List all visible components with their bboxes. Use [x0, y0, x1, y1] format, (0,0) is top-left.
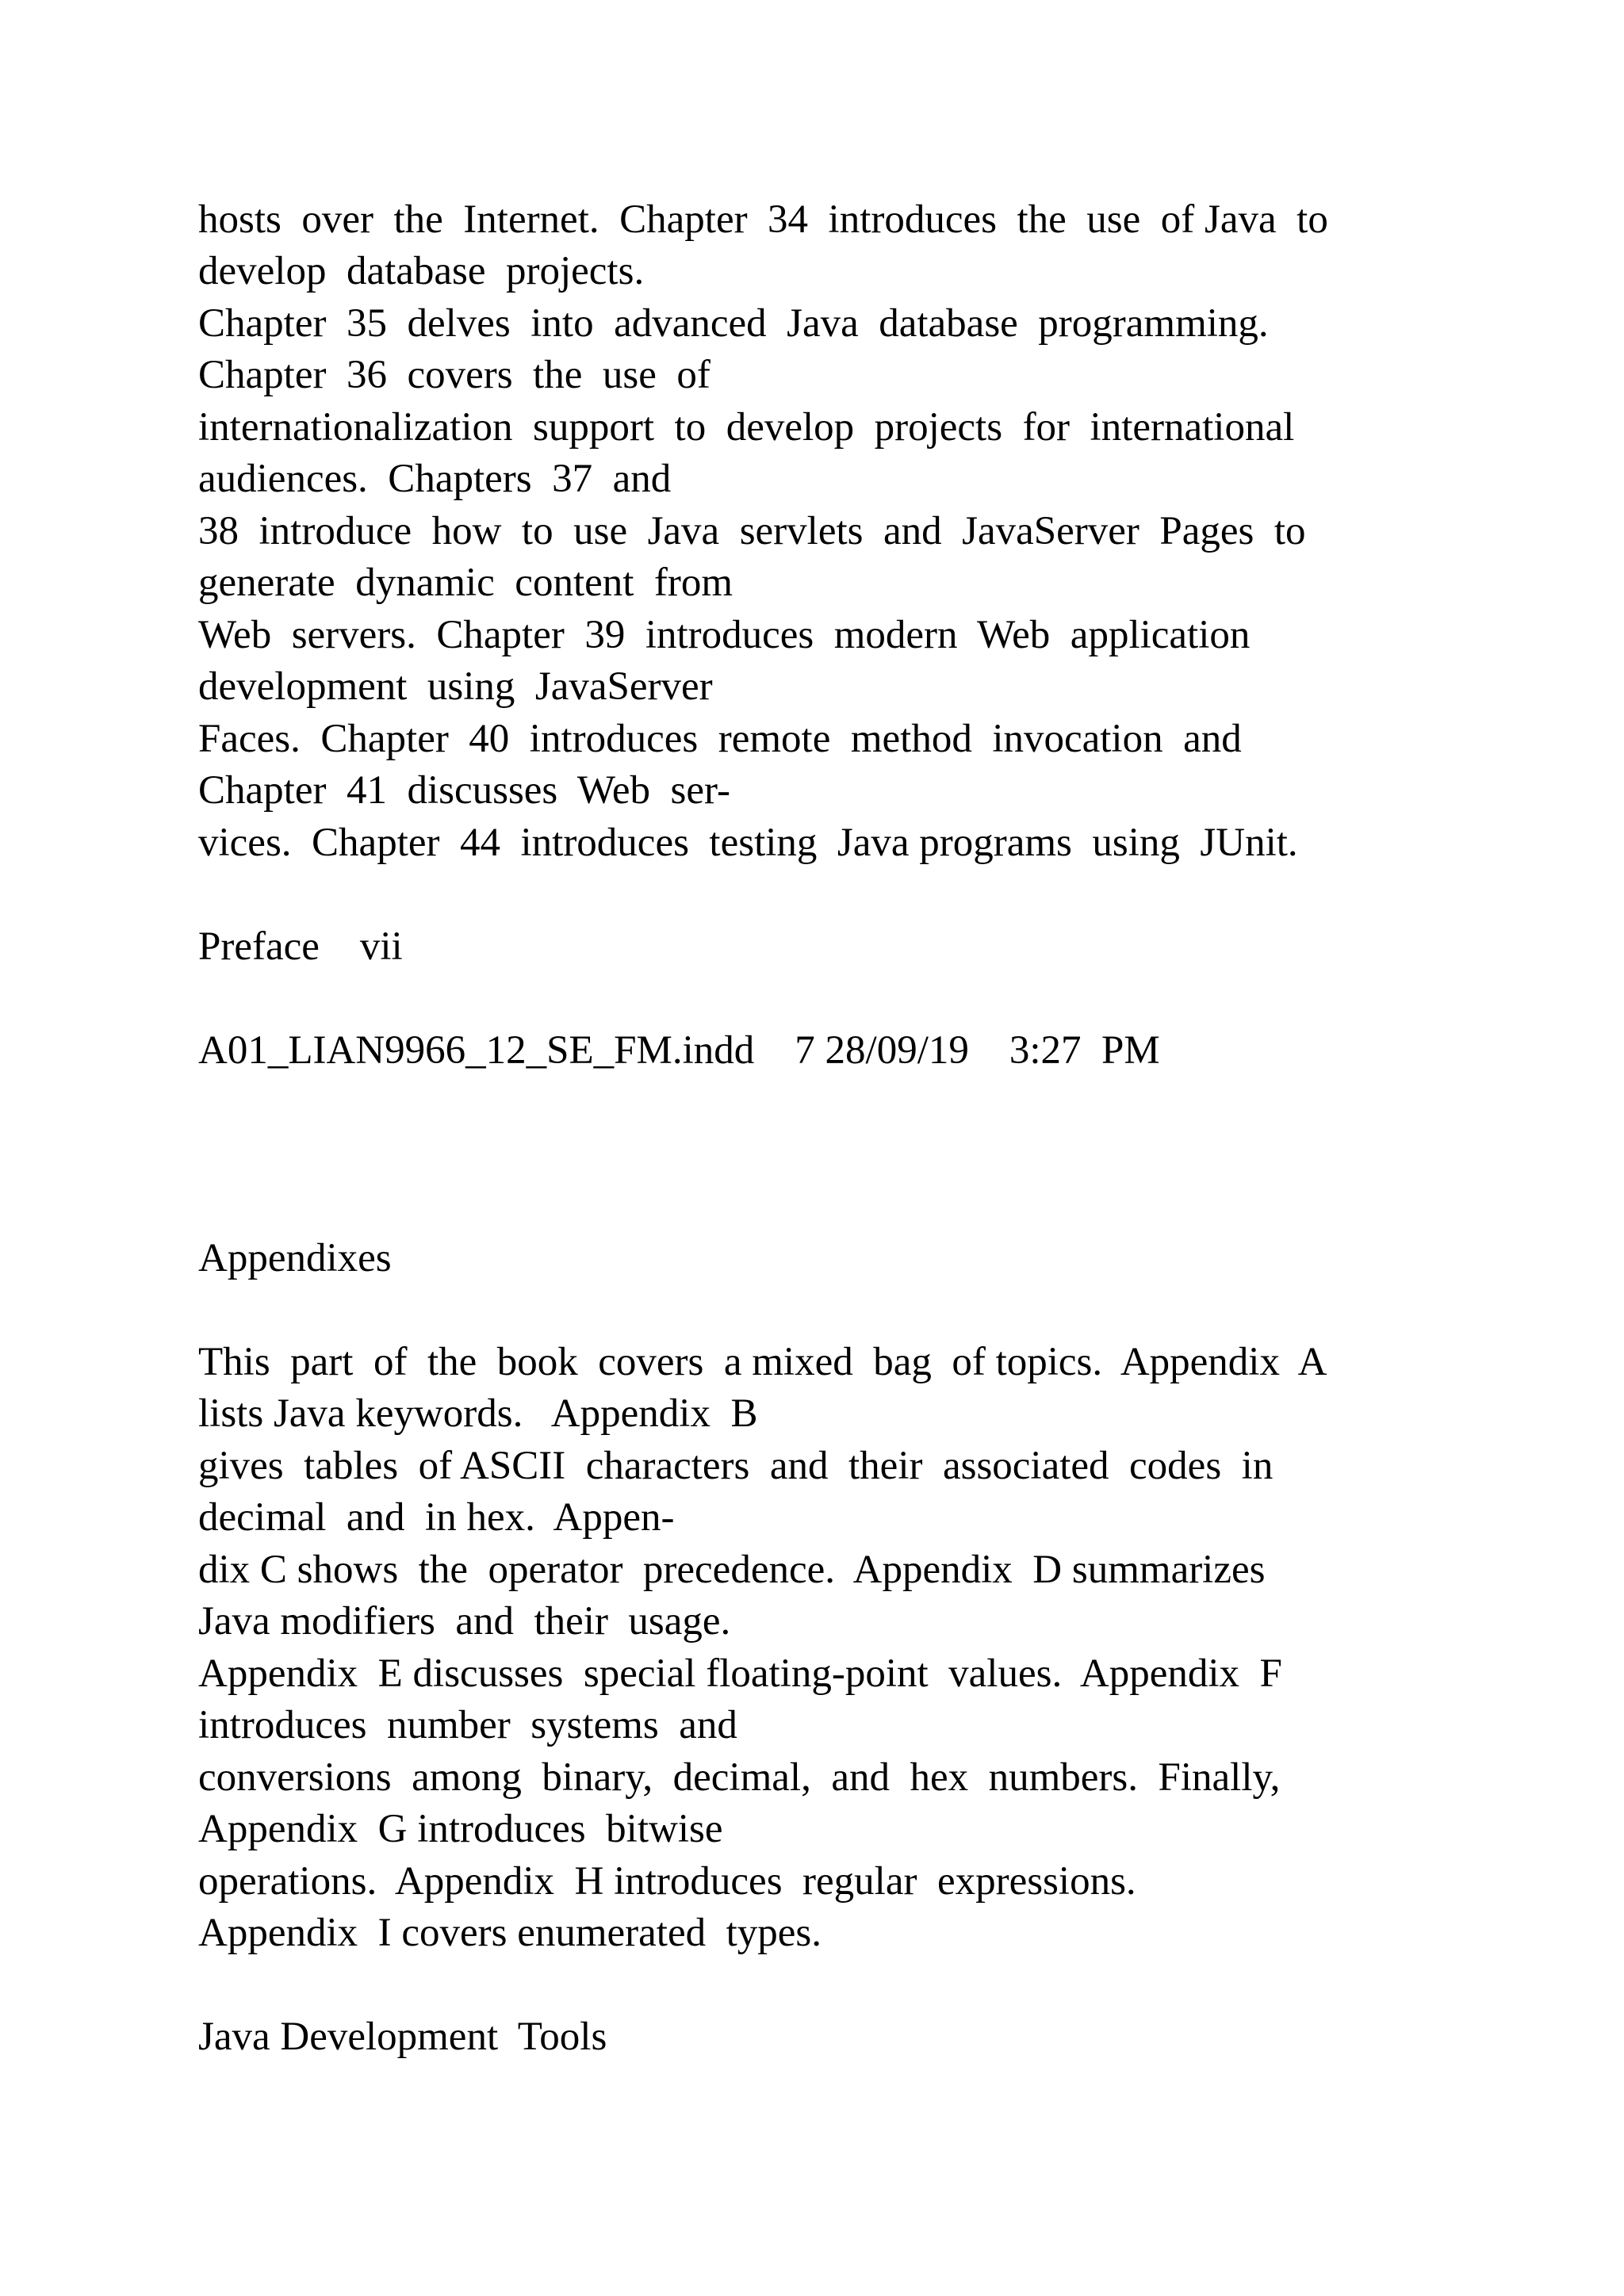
text-line: development using JavaServer — [198, 664, 713, 709]
text-line: hosts over the Internet. Chapter 34 introduces the use of Java to — [198, 197, 1328, 242]
text-line: vices. Chapter 44 introduces testing Java programs using JUnit. — [198, 821, 1298, 865]
text-line: decimal and in hex. Appen- — [198, 1495, 675, 1540]
text-line: 38 introduce how to use Java servlets and JavaServer Pages to — [198, 509, 1306, 553]
text-line: internationalization support to develop projects for international — [198, 405, 1295, 450]
text-line: operations. Appendix H introduces regular expressions. — [198, 1859, 1136, 1904]
text-line: develop database projects. — [198, 249, 645, 293]
page-footer-label: Preface vii — [198, 924, 403, 969]
text-line: lists Java keywords. Appendix B — [198, 1391, 758, 1436]
text-line: conversions among binary, decimal, and hex numbers. Finally, — [198, 1755, 1281, 1800]
text-line: Faces. Chapter 40 introduces remote method invocation and — [198, 717, 1242, 761]
file-info: A01_LIAN9966_12_SE_FM.indd 7 28/09/19 3:27 PM — [198, 1028, 1160, 1073]
text-line: Java modifiers and their usage. — [198, 1599, 731, 1644]
text-line: Chapter 36 covers the use of — [198, 353, 710, 397]
java-tools-heading: Java Development Tools — [198, 2015, 607, 2059]
text-line: dix C shows the operator precedence. Appendix D summarizes — [198, 1548, 1266, 1592]
text-line: Appendix I covers enumerated types. — [198, 1911, 822, 1955]
text-line: introduces number systems and — [198, 1703, 737, 1747]
text-line: gives tables of ASCII characters and their associated codes in — [198, 1444, 1274, 1488]
text-line: Chapter 41 discusses Web ser- — [198, 768, 730, 813]
text-line: Appendix G introduces bitwise — [198, 1807, 723, 1851]
text-line: Appendix E discusses special floating-point values. Appendix F — [198, 1651, 1282, 1696]
text-line: audiences. Chapters 37 and — [198, 457, 672, 501]
appendixes-heading: Appendixes — [198, 1236, 392, 1280]
text-line: Chapter 35 delves into advanced Java database programming. — [198, 301, 1269, 346]
text-line: Web servers. Chapter 39 introduces modern Web application — [198, 613, 1251, 657]
text-line: This part of the book covers a mixed bag of topics. Appendix A — [198, 1340, 1327, 1384]
text-line: generate dynamic content from — [198, 561, 733, 605]
